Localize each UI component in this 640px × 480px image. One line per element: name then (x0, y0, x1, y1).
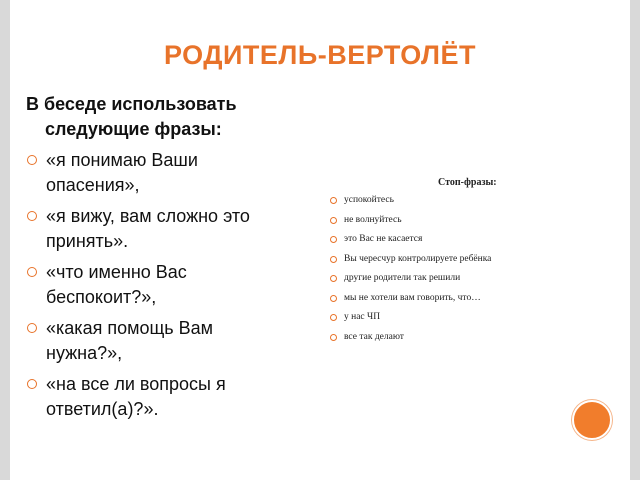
bullet-ring-icon (330, 295, 337, 302)
stop-phrase-item (330, 230, 610, 250)
stop-phrase-item (330, 308, 610, 328)
phrase-item (26, 204, 286, 254)
phrase-text: «я вижу, вам сложно это принять». (46, 206, 250, 251)
stop-phrase-item (330, 289, 610, 309)
lead-line-1: В беседе использовать (26, 94, 237, 114)
phrase-item (26, 316, 256, 366)
phrase-text: «какая помощь Вам нужна?», (46, 318, 214, 363)
phrase-item (26, 260, 236, 310)
bullet-ring-icon (330, 236, 337, 243)
bullet-ring-icon (330, 334, 337, 341)
bullet-ring-icon (27, 323, 37, 333)
stop-phrase-text: это Вас не касается (344, 234, 423, 244)
slide (10, 0, 630, 480)
bullet-ring-icon (330, 197, 337, 204)
stop-phrase-item (330, 211, 610, 231)
stop-phrase-item (330, 328, 610, 348)
bullet-ring-icon (330, 314, 337, 321)
stop-phrase-text: мы не хотели вам говорить, что… (344, 292, 481, 303)
phrase-text: «я понимаю Ваши опасения», (46, 150, 198, 195)
stop-phrase-item (330, 191, 610, 211)
bullet-ring-icon (27, 379, 37, 389)
stop-phrase-text: Вы чересчур контролируете ребёнка (344, 253, 492, 264)
stop-phrase-text: успокойтесь (344, 195, 394, 205)
lead-text (26, 92, 326, 142)
stop-phrase-item (330, 269, 610, 289)
bullet-ring-icon (27, 155, 37, 165)
bullet-ring-icon (330, 256, 337, 263)
bullet-ring-icon (330, 275, 337, 282)
phrase-item (26, 148, 256, 198)
phrase-text: «что именно Вас беспокоит?», (46, 262, 187, 307)
lead-line-2: следующие фразы: (45, 119, 222, 139)
stop-phrase-item (330, 250, 610, 270)
phrase-text: «на все ли вопросы я ответил(а)?». (46, 374, 226, 419)
bullet-ring-icon (330, 217, 337, 224)
stop-phrases-list (330, 191, 610, 347)
stop-phrase-text: другие родители так решили (344, 273, 461, 283)
bullet-ring-icon (27, 211, 37, 221)
bullet-ring-icon (27, 267, 37, 277)
stop-phrase-text: все так делают (344, 331, 404, 342)
phrases-list (26, 148, 316, 428)
stop-phrases-title: Стоп-фразы: (438, 177, 497, 188)
stop-phrase-text: у нас ЧП (344, 312, 381, 322)
slide-title: РОДИТЕЛЬ-ВЕРТОЛЁТ (163, 40, 477, 70)
decorative-circle-icon (572, 400, 612, 440)
phrase-item (26, 372, 246, 422)
stop-phrase-text: не волнуйтесь (344, 214, 402, 225)
